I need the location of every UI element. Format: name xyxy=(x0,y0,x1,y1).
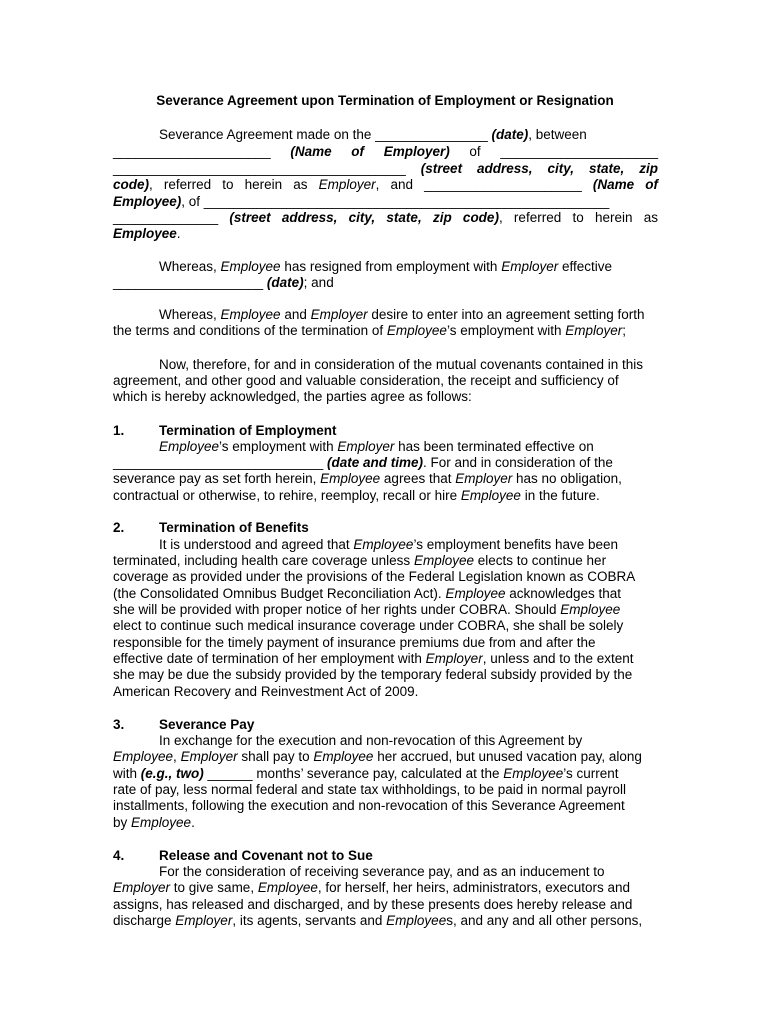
now-line-2: agreement, and other good and valuable consideration, the receipt and sufficiency of xyxy=(113,373,619,388)
whereas1-line-2: ____________________ (date); and xyxy=(113,275,334,290)
section-2-number: 2. xyxy=(113,520,125,535)
s3-line-3: with (e.g., two) ______ months’ severance pay, calculated at the Employee’s current xyxy=(113,766,619,781)
s4-line-1: For the consideration of receiving severance pay, and as an inducement to xyxy=(159,864,605,879)
s2-line-7: responsible for the timely payment of insurance premiums due from and after the xyxy=(113,635,596,650)
s1-line-3: severance pay as set forth herein, Employee agrees that Employer has no obligation, xyxy=(113,471,622,486)
section-3-heading: Severance Pay xyxy=(159,717,255,732)
document-title: Severance Agreement upon Termination of Employment or Resignation xyxy=(156,93,614,108)
whereas1-line-1: Whereas, Employee has resigned from employment with Employer effective xyxy=(159,259,613,274)
s3-line-2: Employee, Employer shall pay to Employee her accrued, but unused vacation pay, along xyxy=(113,749,642,764)
intro-line-1: Severance Agreement made on the _______________ (date), between xyxy=(159,127,587,142)
s3-line-6: by Employee. xyxy=(113,815,195,830)
section-1-heading: Termination of Employment xyxy=(159,423,337,438)
intro-line-2: _____________________ (Name of Employer) of _____________________ xyxy=(113,144,658,159)
s4-line-2: Employer to give same, Employee, for herself, her heirs, administrators, executors and xyxy=(113,880,631,895)
intro-line-3: _______________________________________ (street address, city, state, zip xyxy=(113,161,658,176)
s4-line-3: assigns, has released and discharged, and by these presents does hereby release and xyxy=(113,897,633,912)
now-line-1: Now, therefore, for and in consideration of the mutual covenants contained in this xyxy=(159,357,644,372)
intro-line-5: Employee), of ______________________________________________________ xyxy=(113,194,610,209)
s2-line-9: she may be due the subsidy provided by the temporary federal subsidy provided by the xyxy=(113,667,633,682)
s3-line-1: In exchange for the execution and non-revocation of this Agreement by xyxy=(159,733,583,748)
section-1-number: 1. xyxy=(113,423,125,438)
intro-line-4: code), referred to herein as Employer, and _____________________ (Name of xyxy=(113,177,658,192)
s4-line-4: discharge Employer, its agents, servants and Employees, and any and all other persons, xyxy=(113,913,643,928)
s2-line-4: (the Consolidated Omnibus Budget Reconciliation Act). Employee acknowledges that xyxy=(113,586,622,601)
s1-line-1: Employee’s employment with Employer has been terminated effective on xyxy=(159,439,594,454)
s2-line-5: she will be provided with proper notice of her rights under COBRA. Should Employee xyxy=(113,602,621,617)
s2-line-1: It is understood and agreed that Employee’s employment benefits have been xyxy=(159,537,619,552)
section-2-heading: Termination of Benefits xyxy=(159,520,309,535)
s1-line-4: contractual or otherwise, to rehire, reemploy, recall or hire Employee in the future. xyxy=(113,488,600,503)
now-line-3: which is hereby acknowledged, the parties agree as follows: xyxy=(113,389,472,404)
s2-line-10: American Recovery and Reinvestment Act of 2009. xyxy=(113,684,419,699)
s3-line-4: rate of pay, less normal federal and state tax withholdings, to be paid in normal payroll xyxy=(113,782,627,797)
whereas2-line-2: the terms and conditions of the termination of Employee’s employment with Employer; xyxy=(113,323,627,338)
s2-line-3: coverage as provided under the provisions of the Federal Legislation known as COBRA xyxy=(113,569,636,584)
s2-line-8: effective date of termination of her employment with Employer, unless and to the extent xyxy=(113,651,634,666)
intro-line-6: ______________ (street address, city, state, zip code), referred to herein as xyxy=(113,210,658,225)
section-4-heading: Release and Covenant not to Sue xyxy=(159,848,373,863)
s2-line-2: terminated, including health care coverage unless Employee elects to continue her xyxy=(113,553,607,568)
whereas2-line-1: Whereas, Employee and Employer desire to enter into an agreement setting forth xyxy=(159,307,645,322)
section-4-number: 4. xyxy=(113,848,125,863)
intro-line-7: Employee. xyxy=(113,226,181,241)
section-3-number: 3. xyxy=(113,717,125,732)
s3-line-5: installments, following the execution and non-revocation of this Severance Agreement xyxy=(113,798,625,813)
s1-line-2: ____________________________ (date and time). For and in consideration of the xyxy=(113,455,613,470)
s2-line-6: elect to continue such medical insurance coverage under COBRA, she shall be solely xyxy=(113,618,624,633)
